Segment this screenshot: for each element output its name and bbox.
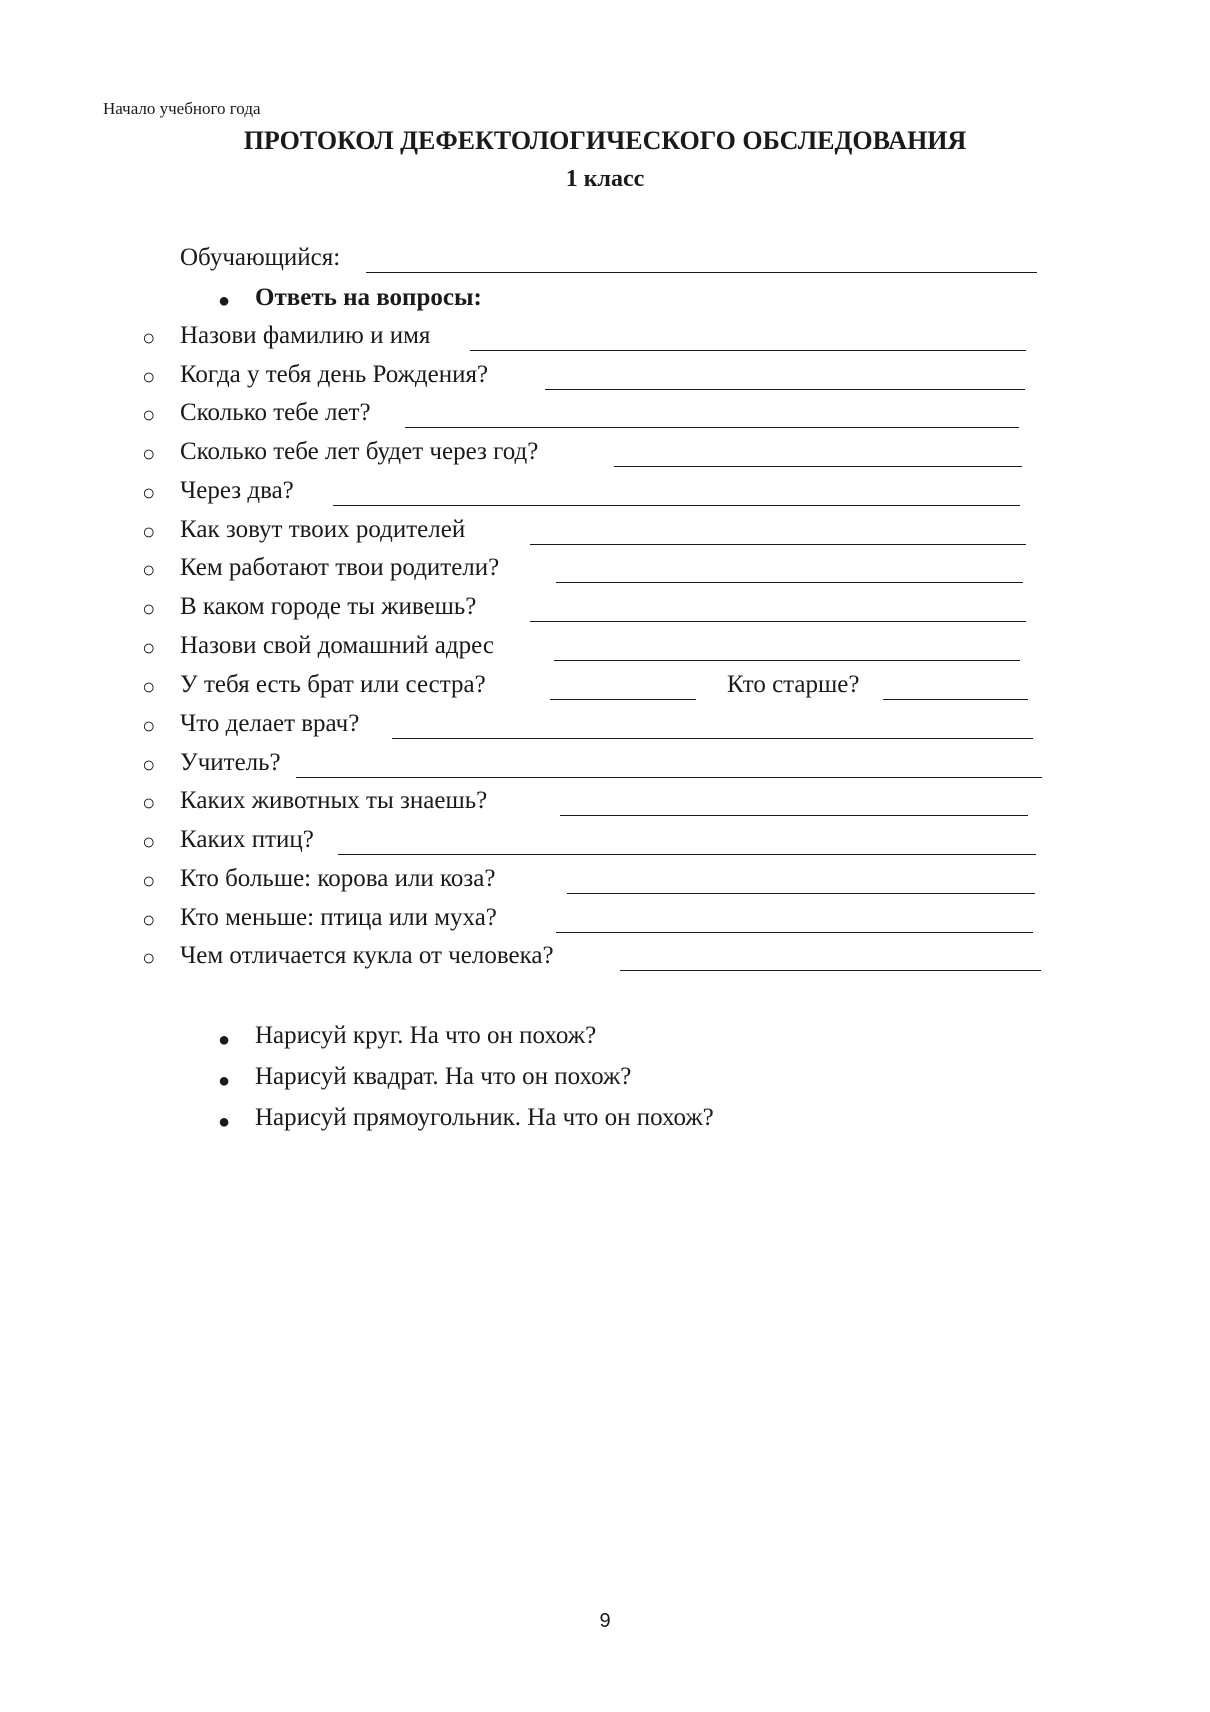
question-item: [0, 632, 1210, 670]
question-text: Когда у тебя день Рождения?: [180, 361, 489, 388]
question-text: Сколько тебе лет будет через год?: [180, 438, 539, 465]
circle-bullet-icon: ○: [142, 945, 156, 970]
circle-bullet-icon: ○: [142, 480, 156, 505]
answer-line[interactable]: [338, 854, 1036, 855]
question-item: [0, 399, 1210, 437]
question-item: [0, 826, 1210, 864]
question-text: Чем отличается кукла от человека?: [180, 942, 554, 969]
drawing-task: Нарисуй прямоугольник. На что он похож?: [255, 1104, 714, 1131]
question-item: [0, 322, 1210, 360]
circle-bullet-icon: ○: [142, 907, 156, 932]
question-item: [0, 554, 1210, 592]
circle-bullet-icon: ○: [142, 402, 156, 427]
question-item: [0, 361, 1210, 399]
circle-bullet-icon: ○: [142, 674, 156, 699]
question-text: Учитель?: [180, 749, 281, 776]
question-item: [0, 749, 1210, 787]
drawing-task: Нарисуй круг. На что он похож?: [255, 1022, 597, 1049]
question-item: [0, 942, 1210, 980]
circle-bullet-icon: ○: [142, 752, 156, 777]
question-item: [0, 477, 1210, 515]
page-title: ПРОТОКОЛ ДЕФЕКТОЛОГИЧЕСКОГО ОБСЛЕДОВАНИЯ: [243, 126, 967, 155]
bullet-icon: ●: [218, 1029, 231, 1051]
circle-bullet-icon: ○: [142, 635, 156, 660]
bullet-icon: ●: [218, 290, 231, 312]
question-item: [0, 865, 1210, 903]
question-text: Каких животных ты знаешь?: [180, 787, 488, 814]
answer-line[interactable]: [556, 582, 1023, 583]
answer-line[interactable]: [567, 893, 1035, 894]
question-item: [0, 516, 1210, 554]
answer-line[interactable]: [883, 699, 1028, 700]
answer-line[interactable]: [530, 621, 1026, 622]
circle-bullet-icon: ○: [142, 557, 156, 582]
circle-bullet-icon: ○: [142, 325, 156, 350]
page-number: 9: [599, 1610, 611, 1632]
question-item: [0, 438, 1210, 476]
drawing-task: Нарисуй квадрат. На что он похож?: [255, 1063, 632, 1090]
circle-bullet-icon: ○: [142, 790, 156, 815]
answer-line[interactable]: [614, 466, 1022, 467]
answer-line[interactable]: [405, 427, 1019, 428]
circle-bullet-icon: ○: [142, 364, 156, 389]
question-text: Кто больше: корова или коза?: [180, 865, 496, 892]
question-text: Что делает врач?: [180, 710, 360, 737]
circle-bullet-icon: ○: [142, 713, 156, 738]
question-item: [0, 787, 1210, 825]
question-text: В каком городе ты живешь?: [180, 593, 477, 620]
answer-line[interactable]: [333, 505, 1020, 506]
question-text: Сколько тебе лет?: [180, 399, 371, 426]
answer-line[interactable]: [554, 660, 1020, 661]
student-answer-line[interactable]: [366, 272, 1037, 273]
page-subtitle: 1 класс: [565, 166, 645, 192]
question-text: Назови фамилию и имя: [180, 322, 431, 349]
header-note: Начало учебного года: [103, 99, 261, 118]
circle-bullet-icon: ○: [142, 596, 156, 621]
question-item: [0, 904, 1210, 942]
circle-bullet-icon: ○: [142, 829, 156, 854]
answer-line[interactable]: [556, 932, 1033, 933]
section-title: Ответь на вопросы:: [255, 284, 482, 311]
question-text: Как зовут твоих родителей: [180, 516, 466, 543]
answer-line[interactable]: [560, 815, 1028, 816]
question-text: Кем работают твои родители?: [180, 554, 500, 581]
bullet-icon: ●: [218, 1070, 231, 1092]
answer-line[interactable]: [545, 389, 1025, 390]
followup-text: Кто старше?: [727, 671, 860, 698]
bullet-icon: ●: [218, 1111, 231, 1133]
answer-line[interactable]: [530, 544, 1026, 545]
question-item: [0, 593, 1210, 631]
answer-line[interactable]: [470, 350, 1026, 351]
question-text: У тебя есть брат или сестра?: [180, 671, 486, 698]
question-text: Назови свой домашний адрес: [180, 632, 494, 659]
circle-bullet-icon: ○: [142, 519, 156, 544]
question-item: [0, 671, 1210, 709]
question-item: [0, 710, 1210, 748]
question-text: Каких птиц?: [180, 826, 314, 853]
answer-line[interactable]: [620, 970, 1041, 971]
answer-line[interactable]: [392, 738, 1033, 739]
question-text: Кто меньше: птица или муха?: [180, 904, 497, 931]
answer-line[interactable]: [296, 777, 1042, 778]
question-text: Через два?: [180, 477, 294, 504]
circle-bullet-icon: ○: [142, 441, 156, 466]
answer-line[interactable]: [550, 699, 696, 700]
student-label: Обучающийся:: [180, 244, 341, 271]
circle-bullet-icon: ○: [142, 868, 156, 893]
